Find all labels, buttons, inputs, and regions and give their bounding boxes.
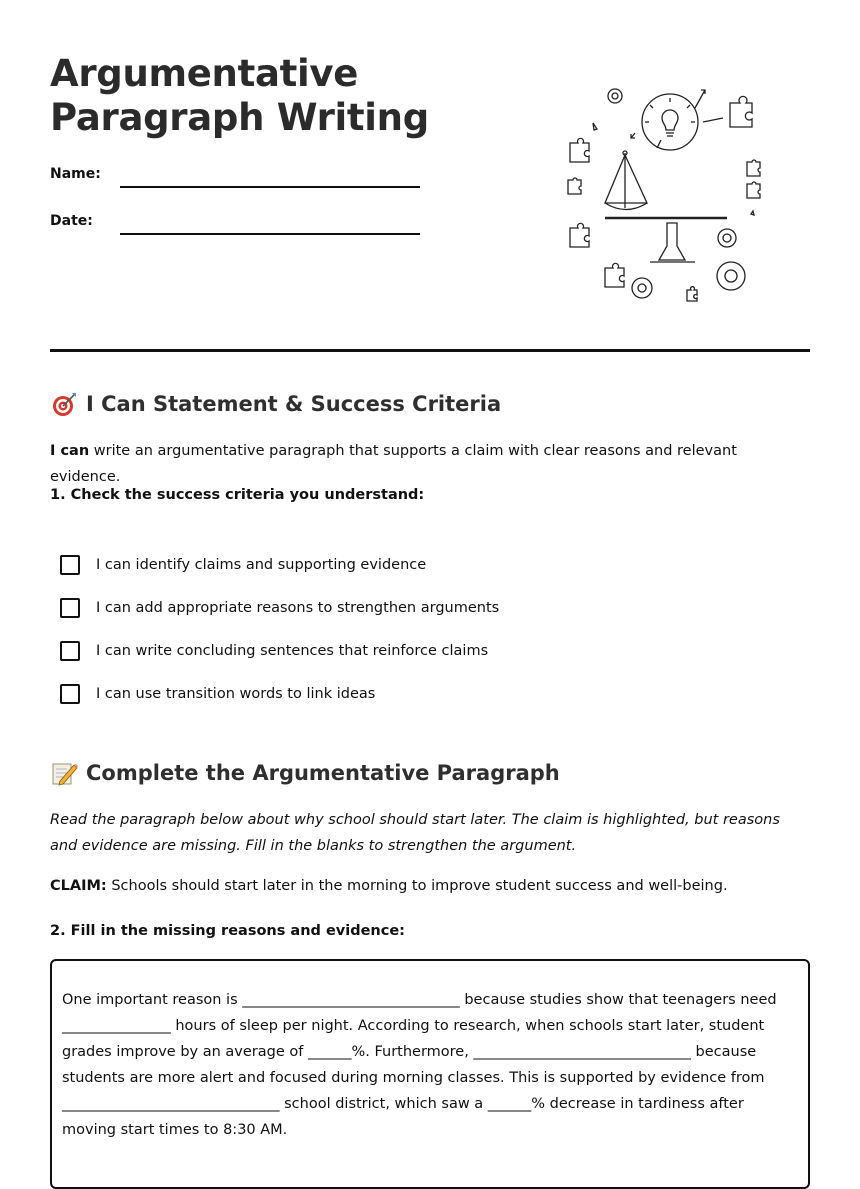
criterion-text: I can identify claims and supporting evidence [96,557,427,573]
claim-text: Schools should start later in the morning to improve student success and well-being. [106,878,728,894]
page-title [50,52,429,140]
criterion-item[interactable] [60,596,760,620]
target-dart-icon [50,390,78,418]
fill-in-paragraph[interactable]: One important reason is ______________________________ because studies show that teenagers need _______________ hours of sleep per night. According to research, when schools start later, student grades improve by an average of ______%. Furthermore, ______________________________ because students are more alert and focused during morning classes. This is supported by evidence from ______________________________ school district, which saw a ______% decrease in tardiness after moving start times to 8:30 AM. [62,992,777,1138]
criterion-text: I can add appropriate reasons to strengthen arguments [96,600,500,616]
criterion-text: I can write concluding sentences that reinforce claims [96,643,489,659]
date-blank-line[interactable] [120,233,420,235]
date-field[interactable] [50,213,430,243]
criterion-item[interactable] [60,639,760,663]
title-line-1: Argumentative [50,52,359,95]
instructions-text: Read the paragraph below about why school should start later. The claim is highlighted, but reasons and evidence are missing. Fill in the blanks to strengthen the argument. [50,812,780,854]
section-heading-success-criteria [50,390,501,418]
name-field[interactable] [50,166,430,196]
section-divider [50,349,810,352]
name-label: Name: [50,166,101,182]
claim-line [50,874,810,898]
section1-title: I Can Statement & Success Criteria [86,392,502,416]
criterion-item[interactable] [60,682,760,706]
i-can-bold: I can [50,443,90,459]
criterion-checkbox[interactable] [60,641,80,661]
name-blank-line[interactable] [120,186,420,188]
date-label: Date: [50,213,93,229]
title-line-2: Paragraph Writing [50,96,429,139]
criterion-checkbox[interactable] [60,555,80,575]
i-can-rest: write an argumentative paragraph that supports a claim with clear reasons and relevant evidence. [50,443,737,485]
i-can-statement [50,438,810,490]
claim-label: CLAIM: [50,878,107,894]
memo-pencil-icon [50,759,78,787]
question-2: 2. Fill in the missing reasons and evidence: [50,923,405,939]
fill-in-paragraph-box[interactable] [50,959,810,1189]
question-1: 1. Check the success criteria you understand: [50,487,425,503]
criterion-checkbox[interactable] [60,684,80,704]
section2-title: Complete the Argumentative Paragraph [86,761,560,785]
criterion-item[interactable] [60,553,760,577]
criterion-checkbox[interactable] [60,598,80,618]
section-heading-complete-paragraph [50,759,560,787]
criterion-text: I can use transition words to link ideas [96,686,376,702]
balance-scale-lightbulb-illustration [555,78,765,308]
